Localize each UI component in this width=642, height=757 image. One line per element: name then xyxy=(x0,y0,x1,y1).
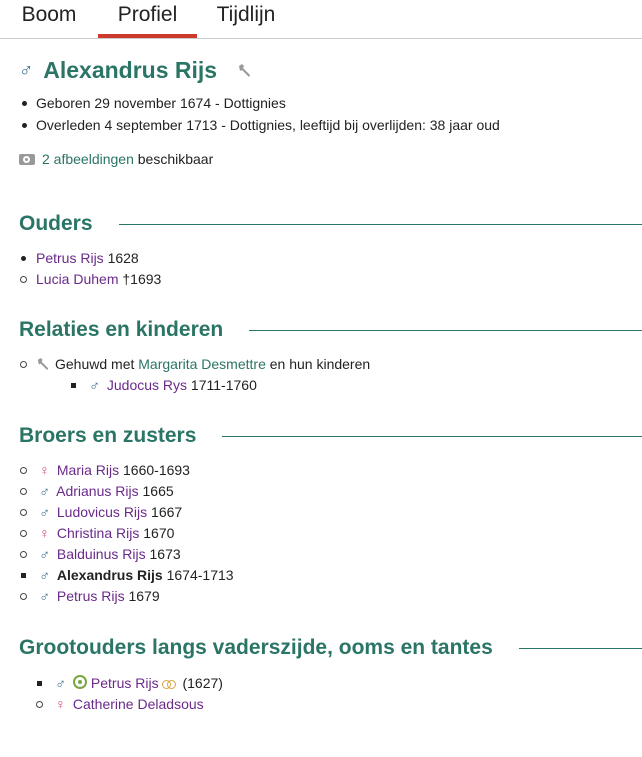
relations-list xyxy=(19,354,370,396)
page-title: Alexandrus Rijs xyxy=(43,57,218,83)
section-siblings xyxy=(19,424,642,448)
marriage-rings-icon xyxy=(162,680,176,688)
male-icon: ♂ xyxy=(55,675,66,691)
list-item: Petrus Rijs 1628 xyxy=(19,248,161,269)
list-item xyxy=(35,694,223,715)
section-parents xyxy=(19,212,642,236)
male-icon: ♂ xyxy=(19,59,34,81)
section-title: Broers en zusters xyxy=(19,424,197,447)
female-icon: ♀ xyxy=(55,696,66,712)
camera-icon xyxy=(19,154,35,165)
person-link[interactable]: Judocus Rys xyxy=(106,377,188,393)
death-fact: Overleden 4 september 1713 - Dottignies, leeftijd bij overlijden: 38 jaar oud xyxy=(19,114,500,136)
male-icon: ♂ xyxy=(39,504,50,520)
tab-bar xyxy=(0,0,642,39)
spouse-link[interactable]: Margarita Desmettre xyxy=(138,356,266,372)
person-facts xyxy=(19,92,500,136)
tab-boom[interactable]: Boom xyxy=(21,3,77,26)
list-item: ♂ Balduinus Rijs 1673 xyxy=(19,544,234,565)
list-item: ♀ Maria Rijs 1660-1693 xyxy=(19,460,234,481)
person-link[interactable]: Petrus Rijs xyxy=(36,250,104,266)
section-divider xyxy=(249,330,642,331)
target-icon xyxy=(73,675,87,689)
person-link[interactable]: Christina Rijs xyxy=(56,525,140,541)
person-link[interactable]: Lucia Duhem xyxy=(36,271,119,287)
list-item-current: ♂ Alexandrus Rijs 1674-1713 xyxy=(19,565,234,586)
section-divider xyxy=(519,648,642,649)
male-icon: ♂ xyxy=(39,588,50,604)
section-title: Ouders xyxy=(19,212,93,235)
list-item: ♂ Petrus Rijs (1627) xyxy=(35,673,223,694)
siblings-list xyxy=(19,460,234,607)
wrench-icon[interactable] xyxy=(36,357,51,372)
list-item: ♂ Petrus Rijs 1679 xyxy=(19,586,234,607)
person-link[interactable]: Ludovicus Rijs xyxy=(56,504,148,520)
tab-profiel[interactable]: Profiel xyxy=(98,0,197,38)
images-line xyxy=(19,148,213,170)
birth-fact: Geboren 29 november 1674 - Dottignies xyxy=(19,92,500,114)
images-link[interactable]: 2 afbeeldingen xyxy=(42,151,134,167)
list-item: Lucia Duhem †1693 xyxy=(19,269,161,290)
male-icon: ♂ xyxy=(89,377,100,393)
female-icon: ♀ xyxy=(39,525,50,541)
male-icon: ♂ xyxy=(39,483,50,499)
section-grandparents xyxy=(19,636,642,660)
tab-tijdlijn[interactable]: Tijdlijn xyxy=(216,3,276,26)
list-item: ♀ Christina Rijs 1670 xyxy=(19,523,234,544)
list-item: ♂ Ludovicus Rijs 1667 xyxy=(19,502,234,523)
list-item: Gehuwd met Margarita Desmettre en hun kinderen xyxy=(19,354,370,375)
person-link[interactable]: Adrianus Rijs xyxy=(56,483,139,499)
current-person-name: Alexandrus Rijs xyxy=(56,567,163,583)
parents-list xyxy=(19,248,161,290)
images-suffix: beschikbaar xyxy=(133,151,214,167)
person-link[interactable]: Catherine Deladsous xyxy=(72,696,204,712)
section-title: Relaties en kinderen xyxy=(19,318,224,341)
person-link[interactable]: Balduinus Rijs xyxy=(56,546,146,562)
male-icon: ♂ xyxy=(39,546,50,562)
grandparents-list xyxy=(35,673,223,715)
list-item: ♂ Judocus Rys 1711-1760 xyxy=(69,375,370,396)
section-divider xyxy=(222,436,642,437)
person-link[interactable]: Petrus Rijs xyxy=(90,675,159,691)
male-icon: ♂ xyxy=(39,567,50,583)
person-link[interactable]: Petrus Rijs xyxy=(56,588,125,604)
section-title: Grootouders langs vaderszijde, ooms en tantes xyxy=(19,636,493,659)
section-relations xyxy=(19,318,642,342)
list-item: ♂ Adrianus Rijs 1665 xyxy=(19,481,234,502)
person-header xyxy=(19,57,253,84)
wrench-icon[interactable] xyxy=(237,63,253,79)
section-divider xyxy=(119,224,642,225)
person-link[interactable]: Maria Rijs xyxy=(56,462,120,478)
female-icon: ♀ xyxy=(39,462,50,478)
